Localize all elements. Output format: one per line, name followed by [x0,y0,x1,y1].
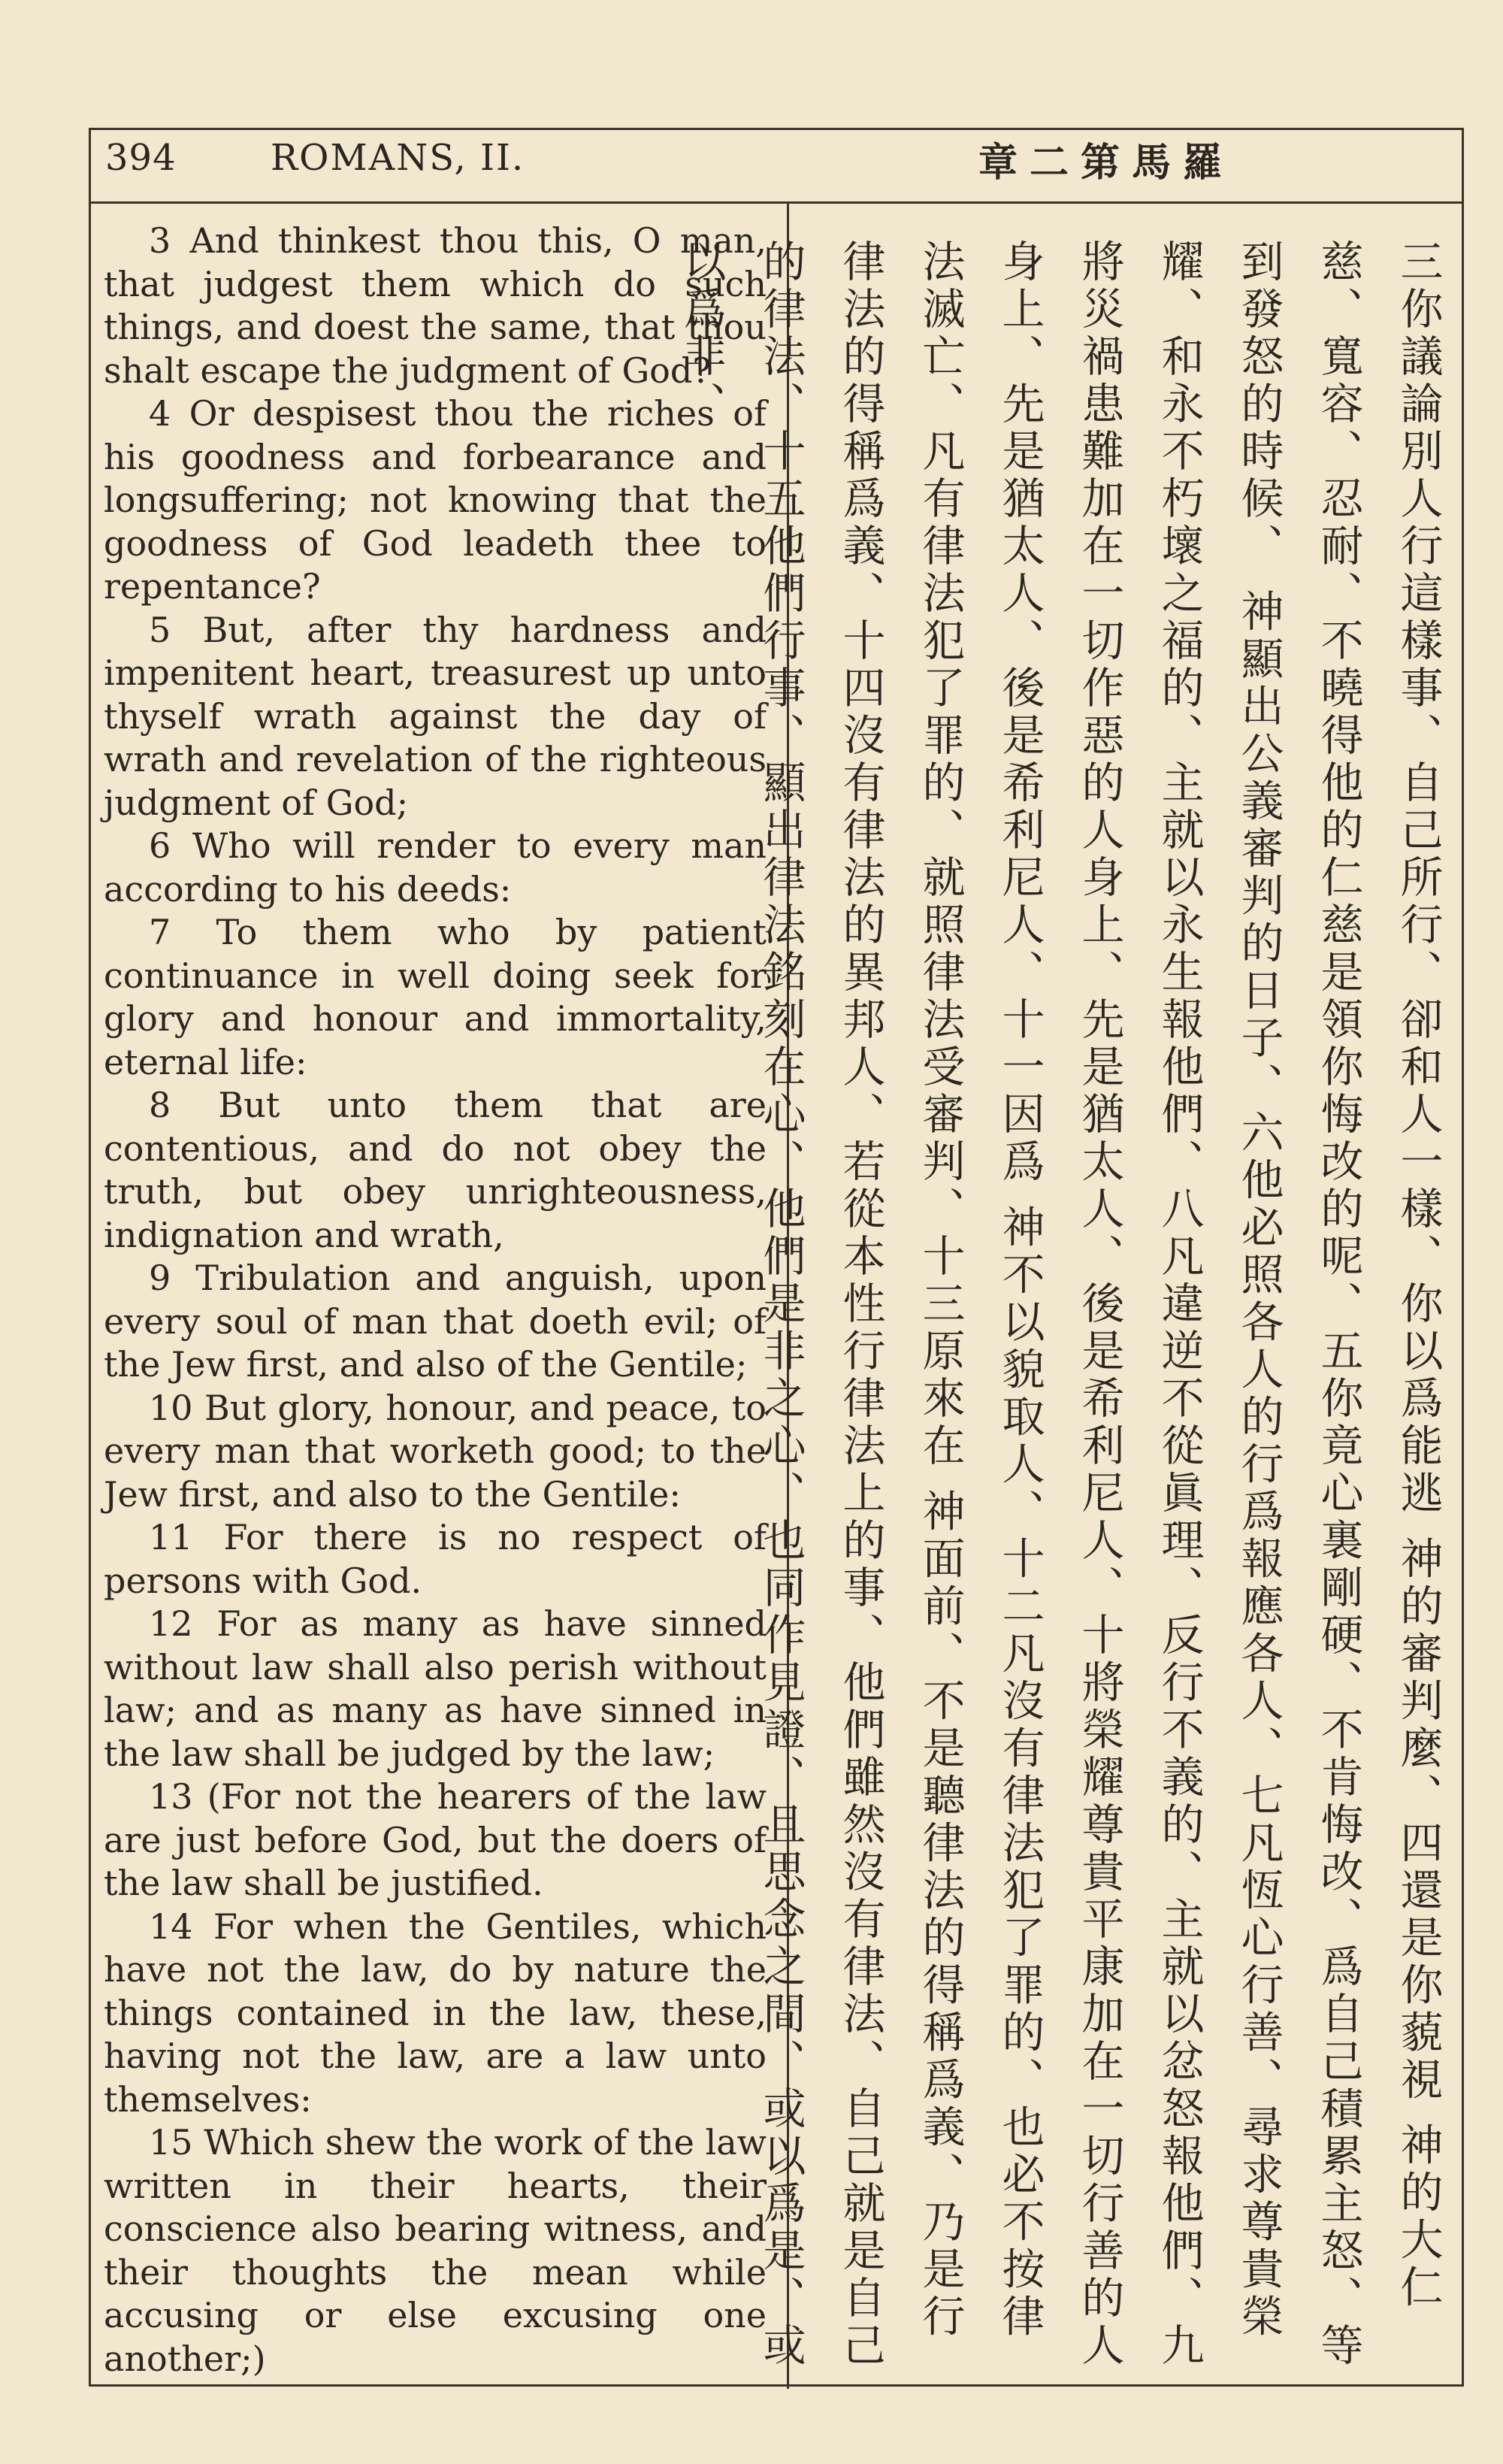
verse-5: 5 But, after thy hardness and impenitent heart, treasurest up unto thyself wrath against the day of wrath and revelation of the righteous judgment of God; [104,609,767,823]
english-text-column [104,219,767,2379]
verse-13: 13 (For not the hearers of the law are just before God, but the doers of the law shall be justified. [104,1776,767,1903]
verse-9: 9 Tribulation and anguish, upon every soul of man that doeth evil; of the Jew first, and also of the Gentile; [104,1258,767,1385]
chinese-text-column [676,239,1458,2374]
verse-3: 3 And thinkest thou this, O man, that judgest them which do such things, and doest the same, that thou shalt escape the judgment of God? [104,220,767,391]
verse-6: 6 Who will render to every man according to his deeds: [104,825,767,910]
verse-8: 8 But unto them that are contentious, and do not obey the truth, but obey unrighteousness, indignation and wrath, [104,1085,767,1255]
verse-7: 7 To them who by patient continuance in well doing seek for glory and honour and immortality, eternal life: [104,912,767,1082]
running-title: ROMANS, II. [271,137,525,179]
verse-11: 11 For there is no respect of persons with God. [104,1517,767,1601]
header-rule [89,201,1464,204]
verse-10: 10 But glory, honour, and peace, to every man that worketh good; to the Jew first, and also to the Gentile: [104,1387,767,1515]
verse-12: 12 For as many as have sinned without law shall also perish without law; and as many as have sinned in the law shall be judged by the law; [104,1603,767,1774]
page-number: 394 [105,137,177,179]
chinese-vertical-text: 三你議論別人行這樣事、自己所行、卻和人一樣、你以爲能逃 神的審判麼、四還是你藐視 神的大仁慈、寬容、忍耐、不曉得他的仁慈是領你悔改的呢、五你竟心裏剛硬、不肯悔改、爲自己積累主怒、等到發怒的時候、 神顯出公義審判的日子、六他必照各人的行爲報應各人、七凡恆心行善、尋求尊貴榮耀、和永不朽壞之福的、主就以永生報他們、八凡違逆不從眞理、反行不義的、主就以忿怒報他們、九將災禍患難加在一切作惡的人身上、先是猶太人、後是希利尼人、十將榮耀尊貴平康加在一切行善的人身上、先是猶太人、後是希利尼人、十一因爲 神不以貌取人、十二凡沒有律法犯了罪的、也必不按律法滅亡、凡有律法犯了罪的、就照律法受審判、十三原來在 神面前、不是聽律法的得稱爲義、乃是行律法的得稱爲義、十四沒有律法的異邦人、若從本性行律法上的事、他們雖然沒有律法、自己就是自己的律法、十五他們行事、顯出律法銘刻在心、他們是非之心、也同作見證、且思念之間、或以爲是、或以爲非、 [676,239,1443,2370]
verse-15: 15 Which shew the work of the law written in their hearts, their conscience also bearing witness, and their thoughts the mean while accusing or else excusing one another;) [104,2122,767,2379]
verse-4: 4 Or despisest thou the riches of his goodness and forbearance and longsuffering; not knowing that the goodness of God leadeth thee to repentance? [104,393,767,607]
verse-14: 14 For when the Gentiles, which have not the law, do by nature the things contained in the law, these, having not the law, are a law unto themselves: [104,1906,767,2120]
chinese-chapter-title: 章二第馬羅 [978,139,1234,186]
